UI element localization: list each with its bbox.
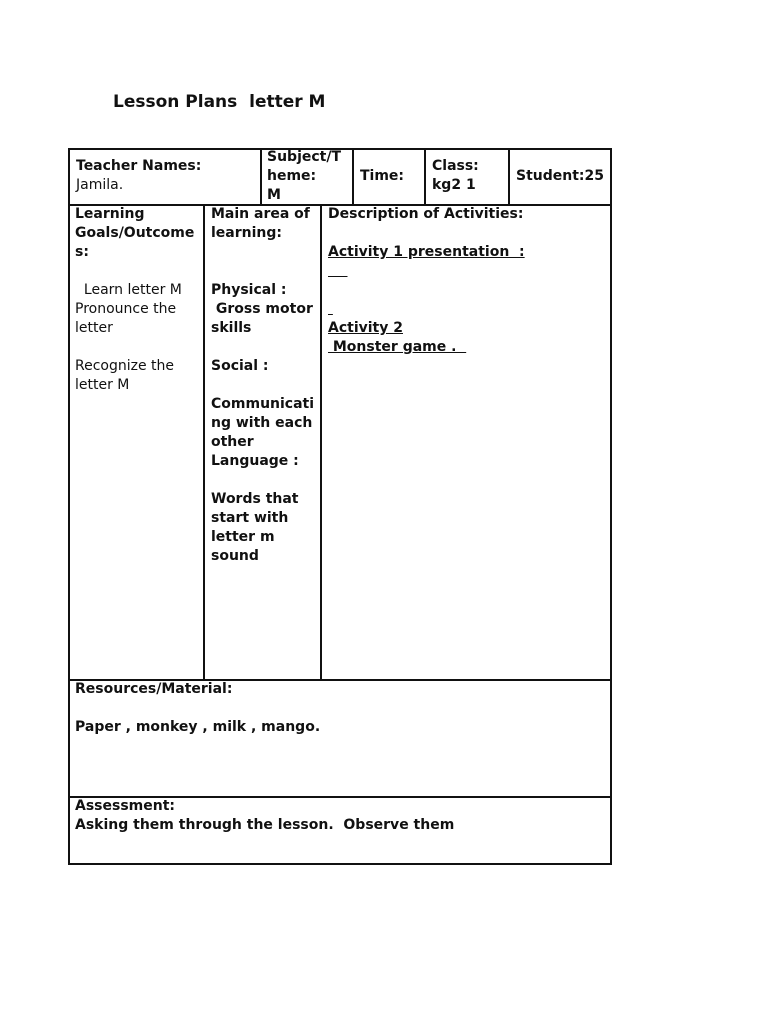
teacher-cell: [76, 157, 256, 195]
activity-1-blank-line: [328, 263, 348, 279]
main-area-cell: [211, 205, 319, 566]
goal-recognize-line2: letter M: [75, 377, 130, 393]
activities-cell: [328, 205, 608, 357]
goal-recognize-line1: Recognize the: [75, 358, 175, 374]
time-cell: [360, 167, 420, 186]
subject-label-line1: Subject/T: [267, 149, 342, 165]
goals-heading-line1: Learning: [75, 206, 145, 222]
subject-value: M: [267, 187, 281, 203]
header-divider-2: [352, 148, 354, 206]
area-communicating-line2: ng with each: [211, 415, 313, 431]
goal-learn-letter: Learn letter M: [75, 282, 182, 298]
goals-heading-line2: Goals/Outcome: [75, 225, 195, 241]
goal-pronounce-line1: Pronounce the: [75, 301, 177, 317]
resources-value: Paper , monkey , milk , mango.: [75, 719, 321, 735]
area-physical-line2: skills: [211, 320, 252, 336]
student-label: Student:25: [516, 168, 604, 184]
assessment-label: Assessment:: [75, 798, 176, 814]
header-divider-4: [508, 148, 510, 206]
resources-label: Resources/Material:: [75, 681, 233, 697]
assessment-value: Asking them through the lesson. Observe them: [75, 817, 455, 833]
area-words-line1: Words that: [211, 491, 299, 507]
area-heading-line1: Main area of: [211, 206, 310, 222]
class-value: kg2 1: [432, 177, 476, 193]
area-heading-line2: learning:: [211, 225, 282, 241]
area-words-line4: sound: [211, 548, 259, 564]
header-divider-1: [260, 148, 262, 206]
header-divider-3: [424, 148, 426, 206]
area-words-line2: start with: [211, 510, 289, 526]
goals-heading-line3: s:: [75, 244, 89, 260]
area-communicating-line3: other: [211, 434, 254, 450]
assessment-cell: [75, 797, 605, 835]
subject-label-line2: heme:: [267, 168, 317, 184]
area-words-line3: letter m: [211, 529, 275, 545]
class-label: Class:: [432, 158, 479, 174]
class-cell: [432, 157, 506, 195]
area-language-label: Language :: [211, 453, 299, 469]
subject-cell: [267, 148, 351, 205]
goal-pronounce-line2: letter: [75, 320, 113, 336]
area-physical-label: Physical :: [211, 282, 287, 298]
student-cell: [516, 167, 610, 186]
resources-cell: [75, 680, 605, 737]
area-physical-line1: Gross motor: [211, 301, 313, 317]
learning-goals-cell: [75, 205, 202, 395]
teacher-value: Jamila.: [76, 177, 124, 193]
activity-2-title: Activity 2: [328, 320, 403, 336]
document-title: Lesson Plans letter M: [113, 92, 326, 112]
body-divider-1: [203, 204, 205, 681]
activity-2-description: Monster game .: [328, 339, 467, 355]
area-social-label: Social :: [211, 358, 269, 374]
teacher-label: Teacher Names:: [76, 158, 202, 174]
area-communicating-line1: Communicati: [211, 396, 315, 412]
activity-1-title: Activity 1 presentation :: [328, 244, 525, 260]
activity-blank-line: [328, 301, 333, 317]
activities-heading: Description of Activities:: [328, 206, 524, 222]
time-label: Time:: [360, 168, 405, 184]
body-divider-2: [320, 204, 322, 681]
